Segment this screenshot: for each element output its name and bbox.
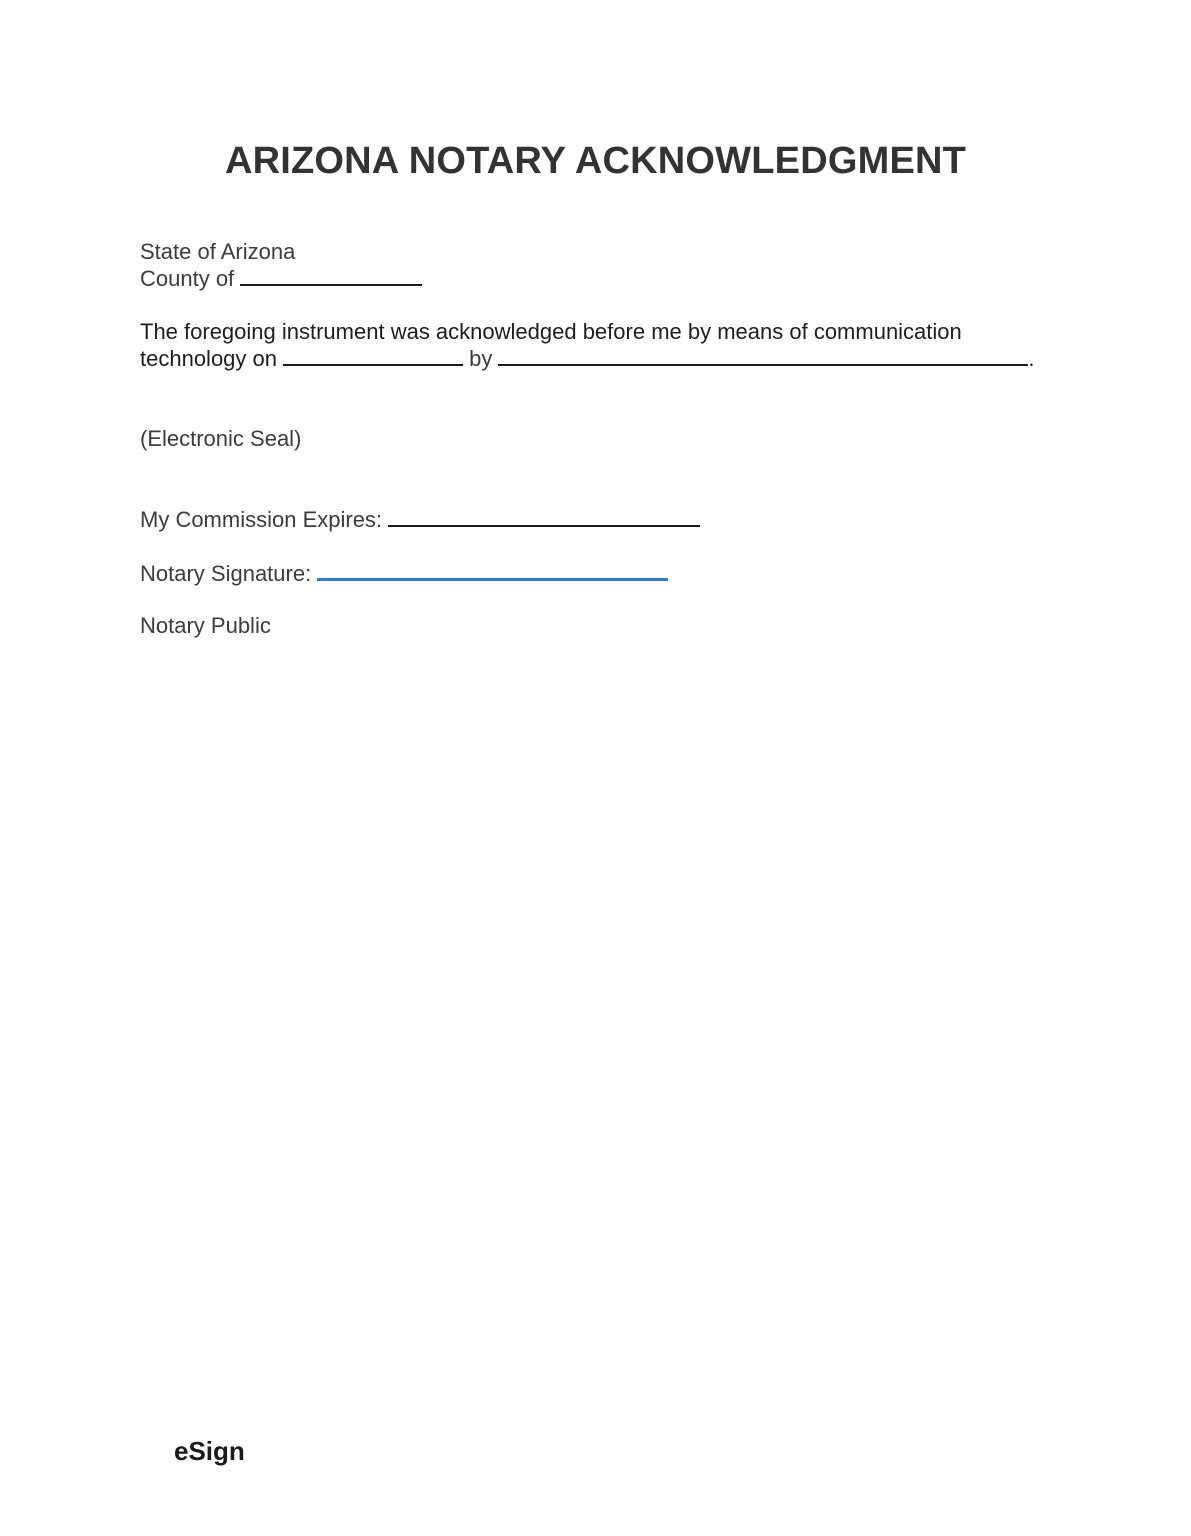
signer-name-blank[interactable] xyxy=(498,346,1028,366)
commission-expiry-blank[interactable] xyxy=(388,507,700,527)
electronic-seal-label: (Electronic Seal) xyxy=(140,426,302,451)
acknowledgment-line-1: The foregoing instrument was acknowledged before me by means of communication xyxy=(140,319,962,344)
esign-logo: eSign xyxy=(174,1436,245,1466)
by-label: by xyxy=(469,346,493,371)
document-title: ARIZONA NOTARY ACKNOWLEDGMENT xyxy=(224,140,967,182)
technology-on-label: technology on xyxy=(140,346,277,371)
signature-label: Notary Signature: xyxy=(140,561,312,586)
notary-public-label: Notary Public xyxy=(140,613,271,638)
commission-line xyxy=(140,506,700,533)
acknowledgment-line-2 xyxy=(140,345,1035,372)
signature-line xyxy=(140,560,668,587)
sentence-end: . xyxy=(1028,346,1035,371)
county-blank[interactable] xyxy=(240,266,422,286)
county-label: County of xyxy=(140,266,235,291)
date-blank[interactable] xyxy=(283,346,463,366)
county-line xyxy=(140,265,422,292)
notary-signature-field[interactable] xyxy=(317,560,668,581)
state-line: State of Arizona xyxy=(140,239,296,264)
commission-label: My Commission Expires: xyxy=(140,507,383,532)
